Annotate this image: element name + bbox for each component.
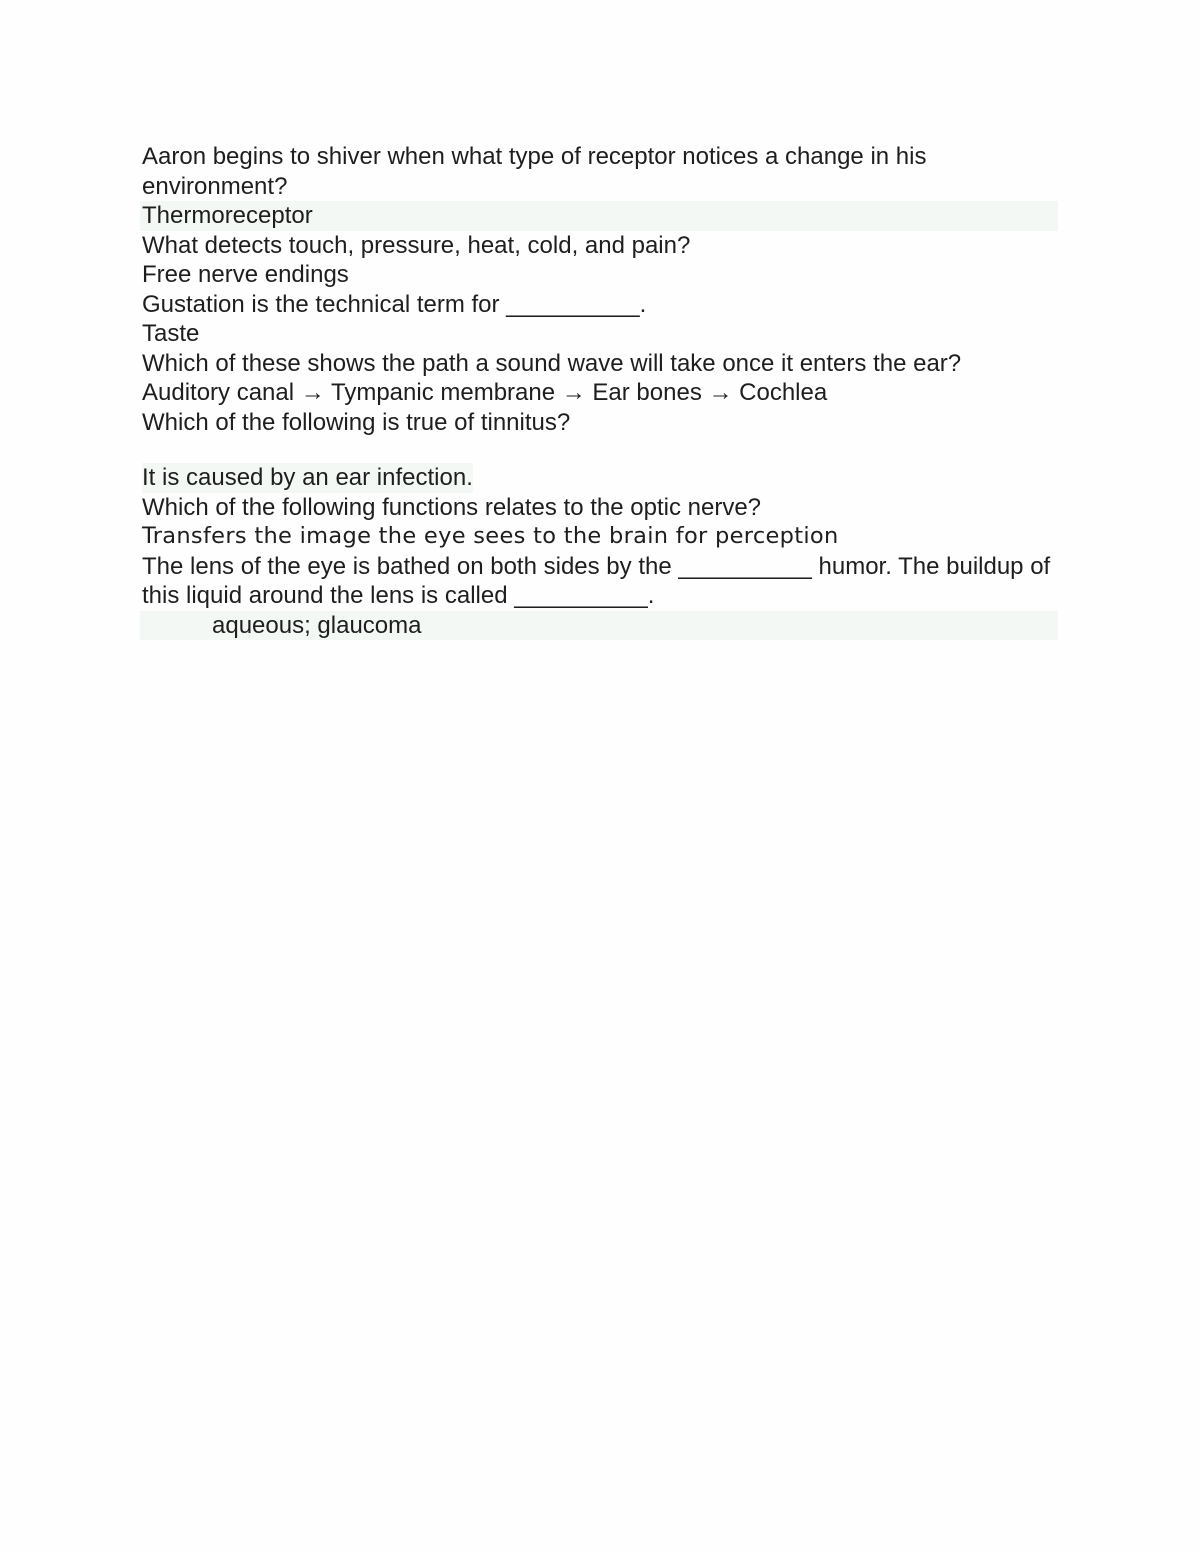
- answer-7: aqueous; glaucoma: [140, 611, 1058, 641]
- answer-3: Taste: [142, 320, 200, 347]
- answer-5-row: [140, 463, 1058, 493]
- document-body: [140, 142, 1058, 640]
- answer-4: Auditory canal → Tympanic membrane → Ear bones → Cochlea: [142, 379, 828, 406]
- question-6: Which of the following functions relates to the optic nerve?: [142, 493, 762, 521]
- question-2: What detects touch, pressure, heat, cold, and pain?: [142, 231, 691, 259]
- question-1: Aaron begins to shiver when what type of receptor notices a change in his environment?: [142, 143, 934, 200]
- answer-1: Thermoreceptor: [140, 201, 1058, 231]
- answer-2: Free nerve endings: [142, 261, 349, 288]
- question-5: Which of the following is true of tinnitus?: [142, 408, 571, 436]
- question-3: Gustation is the technical term for __________.: [142, 290, 647, 318]
- blank-gap: [140, 437, 1058, 463]
- answer-5: It is caused by an ear infection.: [142, 464, 473, 491]
- question-4: Which of these shows the path a sound wave will take once it enters the ear?: [142, 349, 962, 377]
- question-7: The lens of the eye is bathed on both sides by the __________ humor. The buildup of this liquid around the lens is called __________.: [142, 552, 1057, 609]
- answer-6: Transfers the image the eye sees to the brain for perception: [142, 523, 839, 549]
